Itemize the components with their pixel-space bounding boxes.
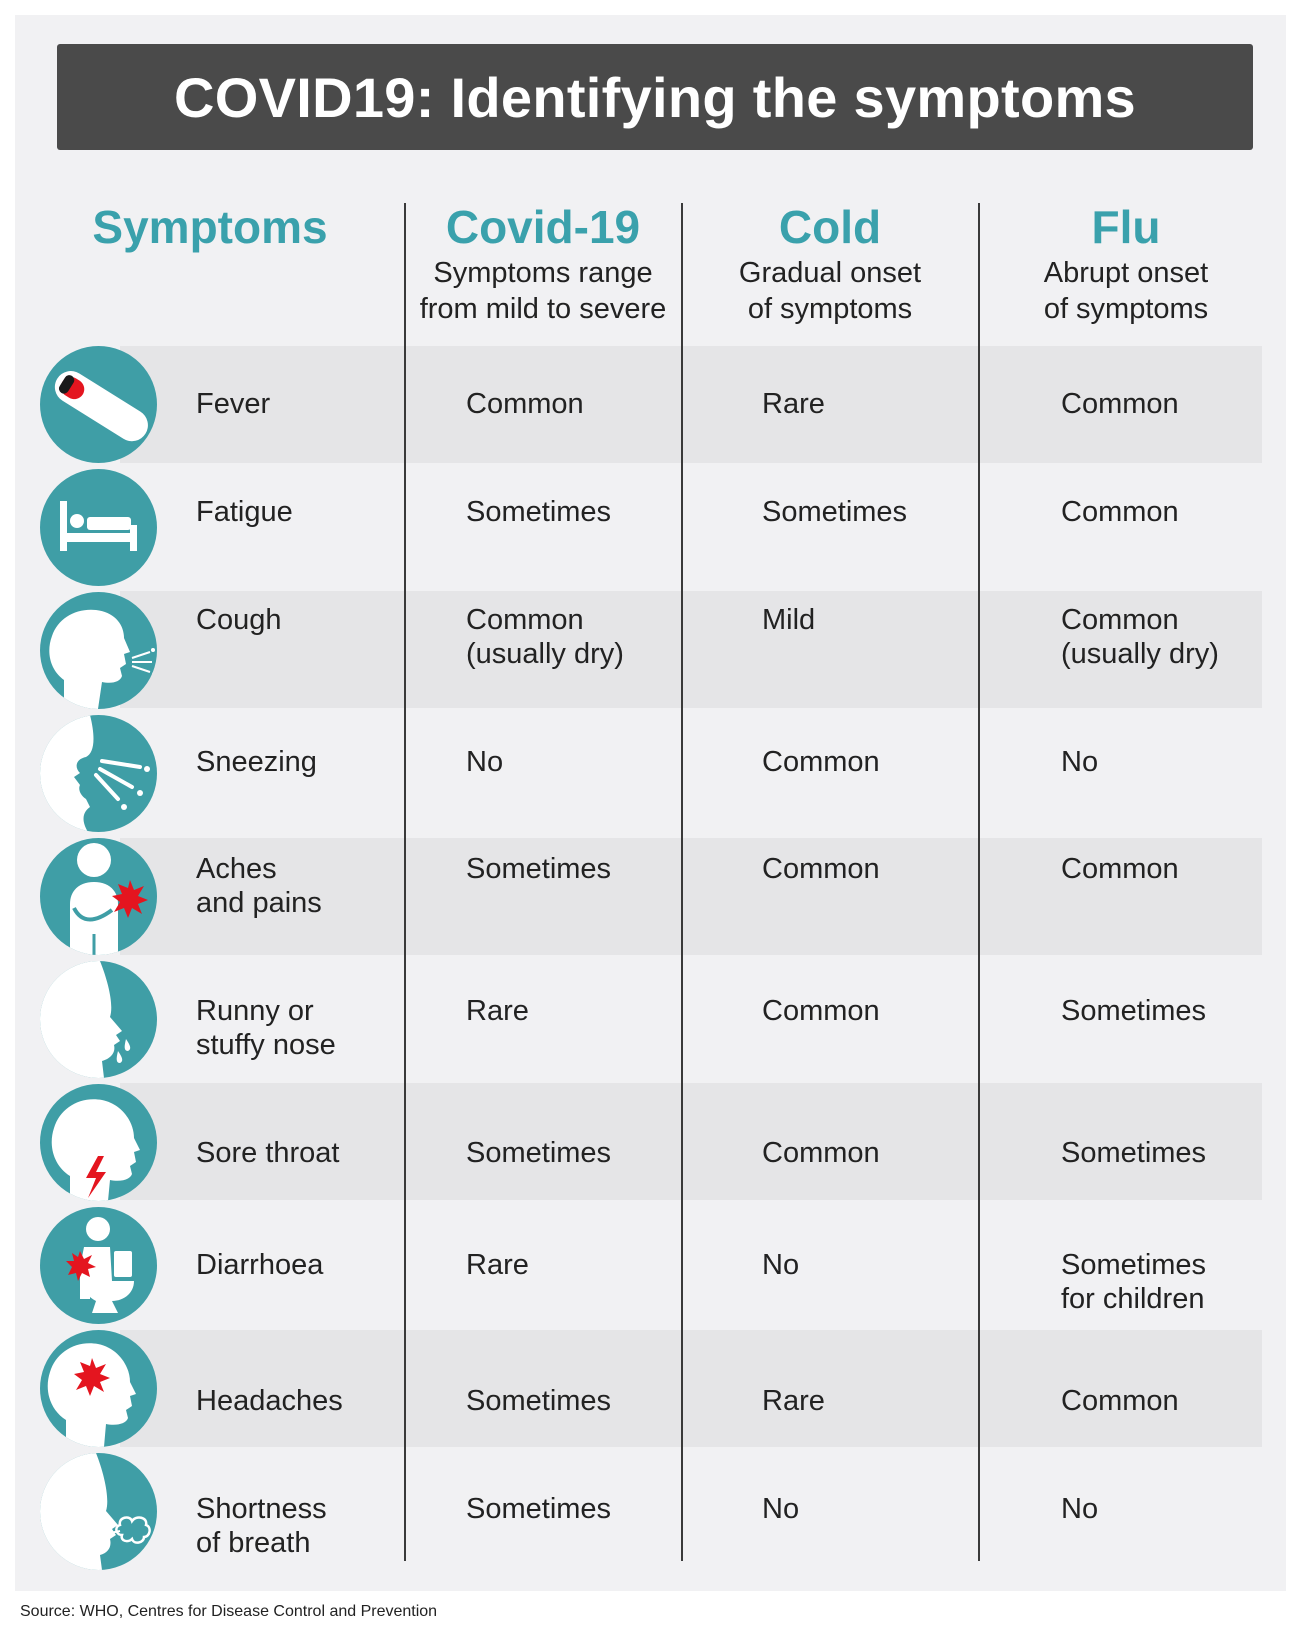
flu-cell: Common bbox=[1061, 1385, 1179, 1417]
symptom-label: Diarrhoea bbox=[196, 1249, 324, 1281]
cold-cell: Common bbox=[762, 995, 880, 1027]
thermometer-icon bbox=[40, 346, 157, 463]
cold-cell: Mild bbox=[762, 604, 816, 636]
header-flu bbox=[981, 200, 1271, 326]
cold-cell: Sometimes bbox=[762, 496, 908, 528]
symptom-label: Cough bbox=[196, 604, 282, 636]
covid-cell: Common (usually dry) bbox=[466, 604, 624, 670]
flu-cell: Common bbox=[1061, 388, 1179, 420]
header-symptoms-name: Symptoms bbox=[92, 201, 328, 253]
covid-cell: Sometimes bbox=[466, 853, 612, 885]
header-cold-name: Cold bbox=[778, 201, 882, 253]
title-banner bbox=[57, 44, 1253, 150]
header-covid-sub-2: from mild to severe bbox=[419, 293, 667, 325]
symptom-label: Runny or stuffy nose bbox=[196, 995, 336, 1061]
header-cold-sub-2: of symptoms bbox=[747, 293, 913, 325]
column-divider bbox=[681, 203, 683, 1561]
symptom-label: Fatigue bbox=[196, 496, 293, 528]
sore-throat-icon bbox=[40, 1084, 157, 1201]
symptom-label: Sore throat bbox=[196, 1137, 340, 1169]
header-symptoms bbox=[65, 200, 355, 254]
flu-cell: Common bbox=[1061, 496, 1179, 528]
cold-cell: Rare bbox=[762, 388, 825, 420]
header-cold bbox=[684, 200, 976, 326]
headache-icon bbox=[40, 1330, 157, 1447]
flu-cell: No bbox=[1061, 746, 1099, 778]
covid-cell: Common bbox=[466, 388, 584, 420]
bed-icon bbox=[40, 469, 157, 586]
cold-cell: Common bbox=[762, 1137, 880, 1169]
cold-cell: Rare bbox=[762, 1385, 825, 1417]
toilet-icon bbox=[40, 1207, 157, 1324]
symptom-label: Shortness of breath bbox=[196, 1493, 327, 1559]
covid-cell: Sometimes bbox=[466, 1385, 612, 1417]
flu-cell: Sometimes for children bbox=[1061, 1249, 1207, 1315]
cold-cell: No bbox=[762, 1249, 800, 1281]
body-pain-icon bbox=[40, 838, 157, 955]
column-divider bbox=[404, 203, 406, 1561]
breath-icon bbox=[40, 1453, 157, 1570]
runny-nose-icon bbox=[40, 961, 157, 1078]
covid-cell: Rare bbox=[466, 1249, 529, 1281]
cold-cell: Common bbox=[762, 853, 880, 885]
symptom-label: Fever bbox=[196, 388, 271, 420]
flu-cell: No bbox=[1061, 1493, 1099, 1525]
symptom-label: Aches and pains bbox=[196, 853, 322, 919]
cold-cell: Common bbox=[762, 746, 880, 778]
flu-cell: Common bbox=[1061, 853, 1179, 885]
cold-cell: No bbox=[762, 1493, 800, 1525]
flu-cell: Common (usually dry) bbox=[1061, 604, 1219, 670]
symptom-label: Sneezing bbox=[196, 746, 317, 778]
header-covid-name: Covid-19 bbox=[445, 201, 641, 253]
symptom-label: Headaches bbox=[196, 1385, 343, 1417]
covid-cell: Sometimes bbox=[466, 496, 612, 528]
cough-icon bbox=[40, 592, 157, 709]
sneeze-icon bbox=[40, 715, 157, 832]
flu-cell: Sometimes bbox=[1061, 1137, 1207, 1169]
header-flu-sub-1: Abrupt onset bbox=[1043, 257, 1209, 289]
source-note: Source: WHO, Centres for Disease Control and Prevention bbox=[20, 1603, 438, 1620]
page-title: COVID19: Identifying the symptoms bbox=[173, 65, 1137, 129]
header-cold-sub-1: Gradual onset bbox=[738, 257, 922, 289]
header-covid bbox=[407, 200, 679, 326]
header-covid-sub-1: Symptoms range bbox=[433, 257, 653, 289]
covid-cell: Sometimes bbox=[466, 1137, 612, 1169]
covid-cell: Sometimes bbox=[466, 1493, 612, 1525]
header-flu-sub-2: of symptoms bbox=[1043, 293, 1209, 325]
header-flu-name: Flu bbox=[1091, 201, 1161, 253]
covid-cell: Rare bbox=[466, 995, 529, 1027]
flu-cell: Sometimes bbox=[1061, 995, 1207, 1027]
column-divider bbox=[978, 203, 980, 1561]
covid-cell: No bbox=[466, 746, 504, 778]
